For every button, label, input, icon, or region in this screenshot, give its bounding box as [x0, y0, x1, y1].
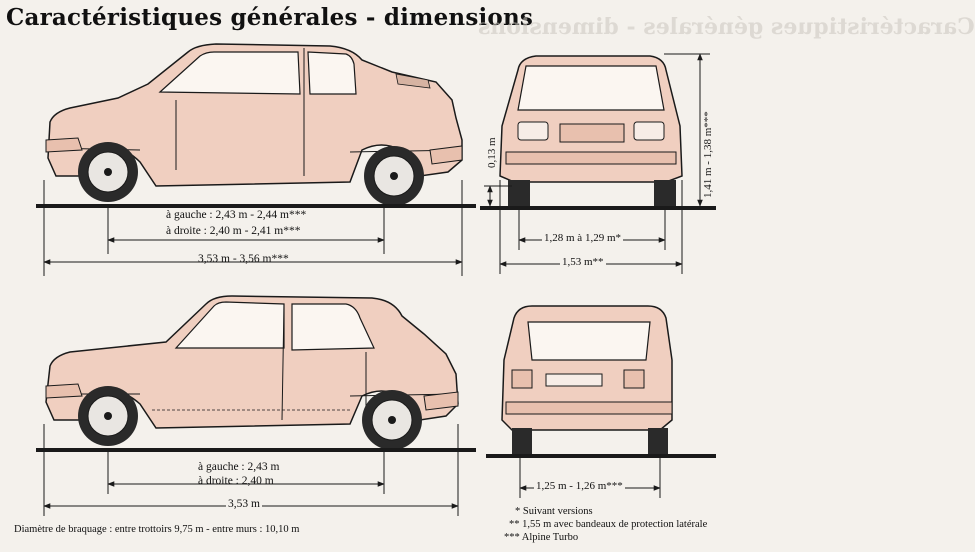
bleed-through-title: Caractéristiques générales - dimensions	[478, 14, 975, 40]
car-side-view-3door	[36, 44, 476, 206]
height-label: 1,41 m - 1,38 m***	[702, 111, 714, 198]
turning-circle-note: Diamètre de braquage : entre trottoirs 9,75 m - entre murs : 10,10 m	[14, 524, 300, 535]
wheelbase-left-label: à gauche : 2,43 m - 2,44 m***	[166, 209, 307, 221]
rear-track-label: 1,25 m - 1,26 m***	[536, 480, 623, 492]
wheelbase-left-label-5door: à gauche : 2,43 m	[198, 461, 280, 473]
page-title: Caractéristiques générales - dimensions	[6, 4, 534, 31]
car-front-view	[480, 56, 716, 208]
ground-clearance-label: 0,13 m	[486, 137, 498, 168]
footnote-3: *** Alpine Turbo	[504, 532, 579, 543]
footnote-1: * Suivant versions	[515, 506, 593, 517]
width-label: 1,53 m**	[562, 256, 604, 268]
wheelbase-right-label-5door: à droite : 2,40 m	[198, 475, 274, 487]
footnote-2: ** 1,55 m avec bandeaux de protection latérale	[509, 519, 708, 530]
car-rear-view	[486, 306, 716, 456]
length-label-5door: 3,53 m	[228, 498, 260, 510]
front-track-label: 1,28 m à 1,29 m*	[544, 232, 621, 244]
wheelbase-right-label: à droite : 2,40 m - 2,41 m***	[166, 225, 301, 237]
car-side-view-5door	[36, 296, 476, 450]
length-label: 3,53 m - 3,56 m***	[198, 253, 289, 265]
